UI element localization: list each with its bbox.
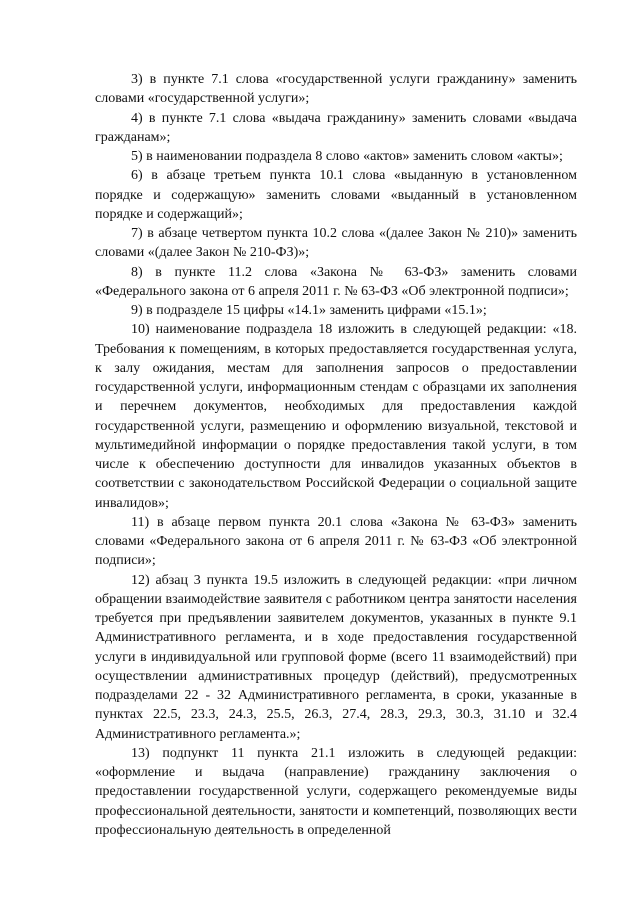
paragraph-item-5: 5) в наименовании подраздела 8 слово «актов» заменить словом «акты»; (131, 149, 563, 164)
paragraph-item-13: 13) подпункт 11 пункта 21.1 изложить в следующей редакции: «оформление и выдача (направление) гражданину заключения о предоставлении государственной услуги, содержащего рекомендуемые виды профессиональной деятельности, занятости и компетенций, позволяющих вести профессиональную деятельность в определенной (95, 745, 577, 838)
paragraph-item-12: 12) абзац 3 пункта 19.5 изложить в следующей редакции: «при личном обращении взаимодействие заявителя с работником центра занятости населения требуется при предъявлении заявителем документов, указанных в пункте 9.1 Административного регламента, и в ходе предоставления государственной услуги в индивидуальной или групповой форме (всего 11 взаимодействий) при осуществлении административных процедур (действий), предусмотренных подразделами 22 - 32 Административного регламента, в сроки, указанные в пунктах 22.5, 23.3, 24.3, 25.5, 26.3, 27.4, 28.3, 29.3, 30.3, 31.10 и 32.4 Административного регламента.»; (95, 572, 577, 742)
paragraph-item-3: 3) в пункте 7.1 слова «государственной услуги гражданину» заменить словами «государственной услуги»; (95, 72, 577, 107)
paragraph-item-11: 11) в абзаце первом пункта 20.1 слова «Закона № 63-ФЗ» заменить словами «Федерального закона от 6 апреля 2011 г. № 63-ФЗ «Об электронной подписи»; (95, 514, 577, 569)
paragraph-item-6: 6) в абзаце третьем пункта 10.1 слова «выданную в установленном порядке и содержащую» заменить словами «выданный в установленном порядке и содержащий»; (95, 168, 577, 222)
paragraph-item-4: 4) в пункте 7.1 слова «выдача гражданину» заменить словами «выдача гражданам»; (95, 110, 577, 145)
document-page (95, 70, 577, 840)
paragraph-item-9: 9) в подразделе 15 цифры «14.1» заменить цифрами «15.1»; (131, 303, 487, 318)
paragraph-item-7: 7) в абзаце четвертом пункта 10.2 слова «(далее Закон № 210)» заменить словами «(далее Закон № 210-ФЗ)»; (95, 226, 577, 261)
paragraph-item-8: 8) в пункте 11.2 слова «Закона № 63-ФЗ» заменить словами «Федерального закона от 6 апреля 2011 г. № 63-ФЗ «Об электронной подписи»; (95, 264, 577, 299)
paragraph-item-10: 10) наименование подраздела 18 изложить в следующей редакции: «18. Требования к помещениям, в которых предоставляется государственная услуга, к залу ожидания, местам для заполнения запросов о предоставлении государственной услуги, информационным стендам с образцами их заполнения и перечнем документов, необходимых для предоставления каждой государственной услуги, размещению и оформлению визуальной, текстовой и мультимедийной информации о порядке предоставления такой услуги, в том числе к обеспечению доступности для инвалидов указанных объектов в соответствии с законодательством Российской Федерации о социальной защите инвалидов»; (95, 322, 577, 511)
